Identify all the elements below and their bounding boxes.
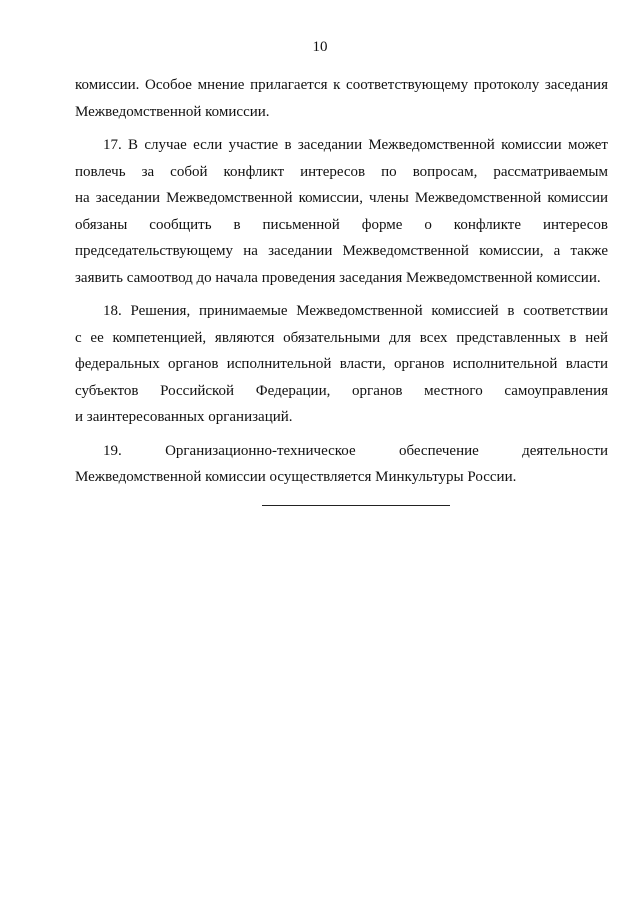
text-line: федеральных органов исполнительной власти, органов исполнительной власти — [75, 356, 608, 372]
text-line: председательствующему на заседании Межведомственной комиссии, а также — [75, 243, 608, 259]
text-line: заявить самоотвод до начала проведения заседания Межведомственной комиссии. — [75, 269, 601, 286]
text-line: 17. В случае если участие в заседании Межведомственной комиссии может — [103, 137, 608, 153]
text-line: обязаны сообщить в письменной форме о конфликте интересов — [75, 216, 608, 233]
text-line: и заинтересованных организаций. — [75, 409, 293, 425]
text-line: повлечь за собой конфликт интересов по вопросам, рассматриваемым — [75, 163, 608, 180]
text-line: с ее компетенцией, являются обязательными для всех представленных в ней — [75, 329, 608, 346]
paragraph-18 — [75, 298, 608, 431]
paragraph-17 — [75, 132, 608, 291]
text-line: 19. Организационно-техническое обеспечение деятельности — [103, 442, 608, 459]
document-body — [75, 72, 608, 498]
text-line: Межведомственной комиссии осуществляется Минкультуры России. — [75, 469, 517, 485]
paragraph-19 — [75, 438, 608, 491]
text-line: субъектов Российской Федерации, органов местного самоуправления — [75, 382, 608, 399]
page-number: 10 — [312, 39, 328, 55]
closing-divider-line — [262, 505, 450, 506]
paragraph-continuation — [75, 72, 608, 125]
text-line: комиссии. Особое мнение прилагается к соответствующему протоколу заседания — [75, 77, 608, 93]
text-line: на заседании Межведомственной комиссии, члены Межведомственной комиссии — [75, 190, 608, 206]
text-line: Межведомственной комиссии. — [75, 103, 270, 120]
text-line: 18. Решения, принимаемые Межведомственной комиссией в соответствии — [103, 303, 608, 319]
